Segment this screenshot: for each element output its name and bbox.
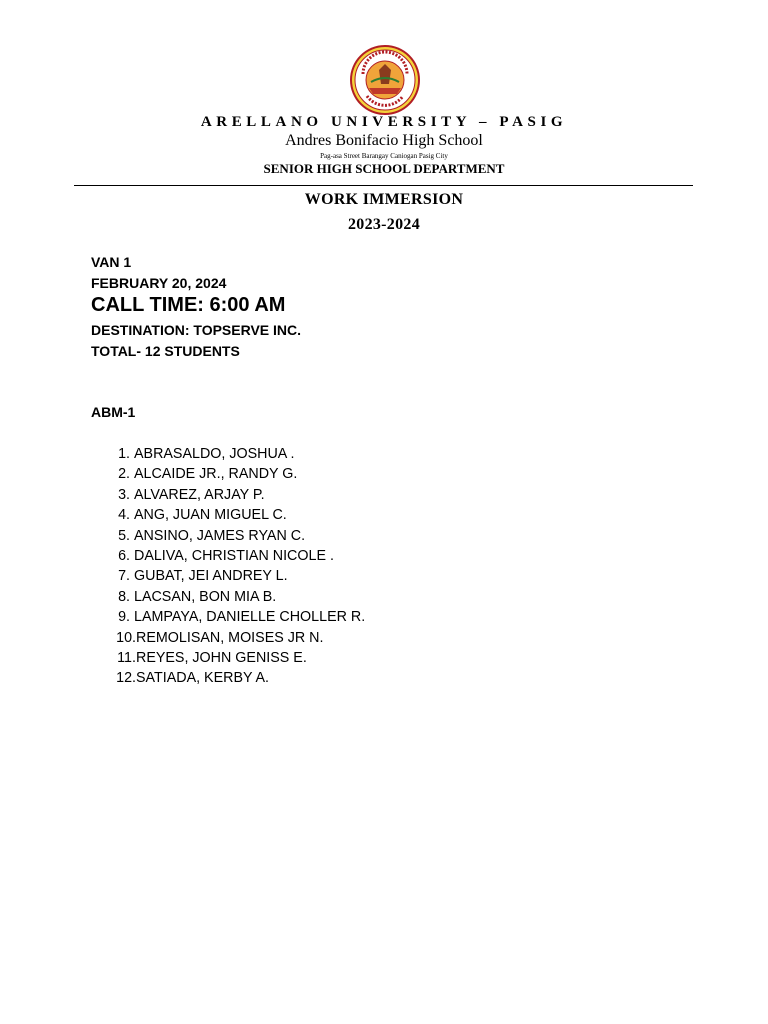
total-students: TOTAL- 12 STUDENTS: [91, 343, 240, 359]
student-name: REMOLISAN, MOISES JR N.: [136, 629, 324, 646]
university-seal-logo: [349, 44, 421, 116]
section-label: ABM-1: [91, 404, 136, 420]
student-name: DALIVA, CHRISTIAN NICOLE .: [134, 548, 334, 565]
item-number: 3.: [118, 486, 130, 503]
school-address: Pag-asa Street Barangay Caniogan Pasig City: [320, 152, 448, 160]
student-name: LACSAN, BON MIA B.: [134, 588, 277, 605]
item-number: 6.: [118, 548, 130, 565]
list-item: [110, 607, 366, 627]
call-time: CALL TIME: 6:00 AM: [91, 294, 286, 316]
school-name: Andres Bonifacio High School: [285, 132, 483, 149]
school-year: 2023-2024: [347, 216, 421, 233]
student-name: ALVAREZ, ARJAY P.: [134, 486, 265, 503]
item-number: 5.: [118, 527, 130, 544]
list-item: [110, 464, 366, 484]
item-number: 8.: [118, 588, 130, 605]
item-number: 7.: [118, 568, 130, 585]
list-item: [110, 485, 366, 505]
item-number: 9.: [118, 609, 130, 626]
department-name: SENIOR HIGH SCHOOL DEPARTMENT: [263, 161, 505, 176]
list-item: [110, 648, 366, 668]
van-label: VAN 1: [91, 254, 132, 270]
student-name: SATIADA, KERBY A.: [136, 670, 269, 687]
trip-date: FEBRUARY 20, 2024: [91, 275, 227, 291]
item-number: 12.: [116, 670, 136, 687]
student-name: ANSINO, JAMES RYAN C.: [134, 527, 306, 544]
list-item: [110, 628, 366, 648]
list-item: [110, 526, 366, 546]
list-item: [110, 587, 366, 607]
item-number: 2.: [118, 466, 130, 483]
university-name: ARELLANO UNIVERSITY – PASIG: [200, 114, 568, 130]
student-name: ANG, JUAN MIGUEL C.: [134, 507, 287, 524]
document-title: WORK IMMERSION: [304, 191, 464, 208]
item-number: 1.: [118, 446, 130, 462]
student-name: LAMPAYA, DANIELLE CHOLLER R.: [134, 609, 366, 626]
list-item: [110, 444, 366, 464]
item-number: 11.: [117, 650, 136, 667]
list-item: [110, 668, 366, 688]
list-item: [110, 566, 366, 586]
student-name: ALCAIDE JR., RANDY G.: [134, 466, 298, 483]
item-number: 10.: [116, 629, 136, 646]
student-name: GUBAT, JEI ANDREY L.: [134, 568, 288, 585]
item-number: 4.: [118, 507, 130, 524]
student-name: ABRASALDO, JOSHUA .: [134, 446, 295, 462]
student-name: REYES, JOHN GENISS E.: [136, 650, 307, 667]
student-list: [110, 444, 366, 689]
list-item: [110, 546, 366, 566]
header-divider: [74, 185, 693, 186]
list-item: [110, 505, 366, 525]
destination: DESTINATION: TOPSERVE INC.: [91, 322, 302, 338]
